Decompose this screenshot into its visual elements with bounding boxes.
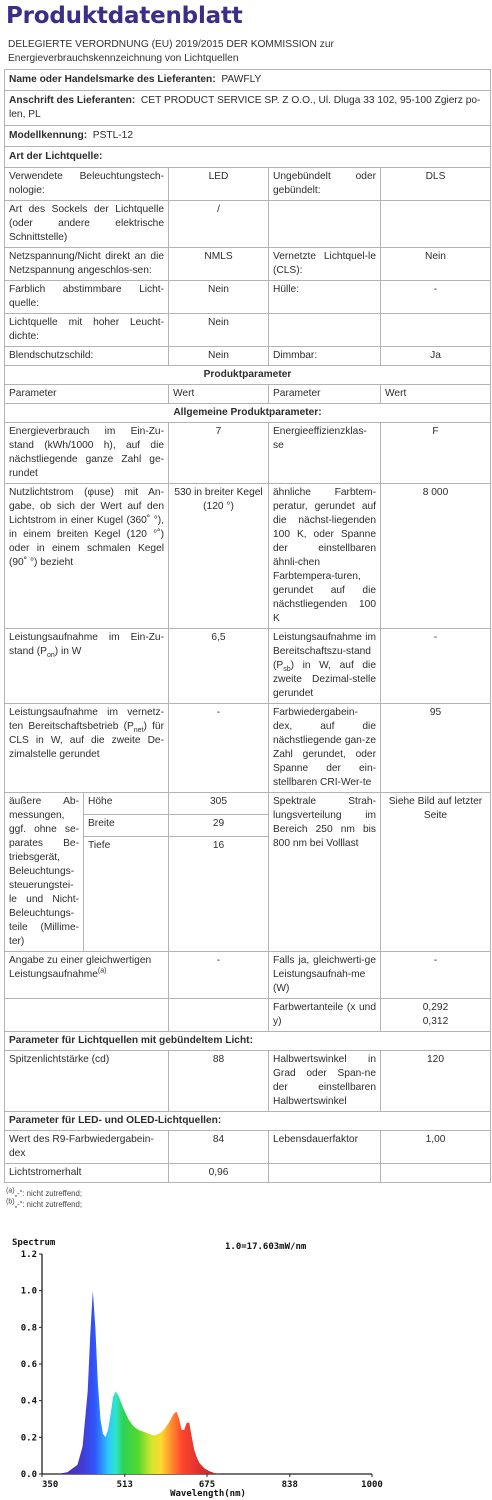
- param-label: Angabe zu einer gleichwertigen Leistungsaufnahme$^{(a)}$: [5, 952, 169, 999]
- param-label: Leistungsaufnahme im vernetz-ten Bereitschaftsbetrieb $(P_{net})$ für CLS in W, auf die zweite De-zimalstelle gerundet: [5, 704, 169, 793]
- supplier-address-row: [5, 91, 491, 126]
- param-value: 0,96: [169, 1164, 269, 1183]
- param-value: F: [381, 423, 491, 484]
- param-label: Leistungsaufnahme im Bereitschaftszu-stand $(P_{sb})$ in W, auf die zweite Dezimal-stelle gerundet: [269, 629, 381, 704]
- param-label: Hülle:: [269, 281, 381, 314]
- param-label: Lichtstromerhalt: [5, 1164, 169, 1183]
- param-label: Nutzlichtstrom (φuse) mit An-gabe, ob sich der Wert auf den Lichtstrom in einer Kugel (360˚ °), in einem breiten Kegel (120 °˚) oder in einem schmalen Kegel (90˚ °) bezieht: [5, 484, 169, 629]
- x-tick-label: 513: [116, 1480, 133, 1490]
- column-header-parameter: Parameter: [5, 385, 169, 404]
- param-value: LED: [169, 168, 269, 201]
- maintenance-row: [5, 1164, 491, 1183]
- param-value: 120: [381, 1051, 491, 1112]
- model-id-row: [5, 126, 491, 147]
- footnote-b: $^{(b)}$„-“: nicht zutreffend;: [6, 1198, 83, 1209]
- equivalent-row: [5, 952, 491, 999]
- param-label: Falls ja, gleichwerti-ge Leistungsaufnah-me (W): [269, 952, 381, 999]
- supplier-name-row: [5, 70, 491, 91]
- param-value: DLS: [381, 168, 491, 201]
- x-axis-label: Wavelength(nm): [170, 1489, 246, 1499]
- height-value: 305: [169, 793, 269, 815]
- y-tick-label: 0.2: [20, 1433, 37, 1444]
- light-source-row: [5, 248, 491, 281]
- param-value: -: [381, 281, 491, 314]
- param-value: [381, 201, 491, 248]
- param-value: 84: [169, 1131, 269, 1164]
- product-params-heading-row: [5, 366, 491, 385]
- param-label: [269, 201, 381, 248]
- light-source-type-heading: Art der Lichtquelle:: [5, 147, 491, 168]
- param-value: Nein: [381, 248, 491, 281]
- param-label: Energieverbrauch im Ein-Zu-stand (kWh/1000 h), auf die nächstliegende ganze Zahl ge-rundet: [5, 423, 169, 484]
- y-tick-label: 0.8: [20, 1323, 37, 1334]
- footnote-a: $^{(a)}$„-“: nicht zutreffend;: [6, 1187, 83, 1198]
- supplier-name-label: Name oder Handelsmarke des Lieferanten:: [9, 74, 216, 85]
- chromaticity-y-value: 0,312: [422, 1016, 449, 1027]
- chart-title: Spectrum: [12, 1238, 56, 1248]
- light-source-type-heading-row: [5, 147, 491, 168]
- y-tick-label: 0.0: [20, 1470, 37, 1480]
- param-label: Lebensdauerfaktor: [269, 1131, 381, 1164]
- param-value: [381, 999, 491, 1032]
- y-tick-label: 1.0: [20, 1286, 37, 1297]
- supplier-address-value: CET PRODUCT SERVICE SP. Z O.O., Ul. Dluga 33 102, 95-100 Zgierz po-len, PL: [9, 95, 481, 120]
- directional-params-heading: Parameter für Lichtquellen mit gebündeltem Licht:: [5, 1032, 491, 1051]
- x-tick-label: 838: [281, 1480, 298, 1490]
- product-datasheet-table: [4, 69, 491, 1183]
- param-label: Farbwertanteile (x und y): [269, 999, 381, 1032]
- param-label: Dimmbar:: [269, 347, 381, 366]
- depth-label: Tiefe: [84, 837, 169, 952]
- param-label: ähnliche Farbtem-peratur, gerundet auf die nächst-liegenden 100 K, oder Spanne der einstellbaren ähnli-chen Farbtempera-turen, gerundet auf die nächstliegenden 100 K: [269, 484, 381, 629]
- param-label: Blendschutzschild:: [5, 347, 169, 366]
- param-value: 8 000: [381, 484, 491, 629]
- light-source-row: [5, 201, 491, 248]
- param-label: Wert des R9-Farbwiedergabein-dex: [5, 1131, 169, 1164]
- param-label: Halbwertswinkel in Grad oder Span-ne der einstellbaren Halbwertswinkel: [269, 1051, 381, 1112]
- param-value: 1,00: [381, 1131, 491, 1164]
- power-net-row: [5, 704, 491, 793]
- light-source-row: [5, 281, 491, 314]
- led-params-heading: Parameter für LED- und OLED-Lichtquellen:: [5, 1112, 491, 1131]
- y-tick-label: 0.4: [20, 1396, 37, 1407]
- param-value: Ja: [381, 347, 491, 366]
- general-params-heading-row: [5, 404, 491, 423]
- param-label: Leistungsaufnahme im Ein-Zu-stand $(P_{on})$ in W: [5, 629, 169, 704]
- param-value: /: [169, 201, 269, 248]
- param-value: 95: [381, 704, 491, 793]
- y-tick-label: 1.2: [20, 1250, 37, 1260]
- y-tick-label: 0.6: [20, 1360, 37, 1370]
- width-value: 29: [169, 815, 269, 837]
- param-value: Nein: [169, 347, 269, 366]
- peak-intensity-row: [5, 1051, 491, 1112]
- param-value: -: [169, 704, 269, 793]
- param-value: -: [381, 629, 491, 704]
- param-value: Siehe Bild auf letzter Seite: [381, 793, 491, 952]
- page-title: Produktdatenblatt: [6, 3, 243, 29]
- supplier-address-label: Anschrift des Lieferanten:: [9, 95, 136, 106]
- column-header-parameter: Parameter: [269, 385, 381, 404]
- param-label: Farblich abstimmbare Licht-quelle:: [5, 281, 169, 314]
- footnotes: [6, 1188, 486, 1210]
- param-label: Lichtquelle mit hoher Leucht-dichte:: [5, 314, 169, 347]
- param-label: Energieeffizienzklas-se: [269, 423, 381, 484]
- param-value: -: [169, 952, 269, 999]
- dimensions-row: [5, 793, 491, 815]
- depth-value: 16: [169, 837, 269, 952]
- flux-row: [5, 484, 491, 629]
- param-value: 7: [169, 423, 269, 484]
- dimensions-label: äußere Ab-messungen, ggf. ohne se-parates Be-triebsgerät, Beleuchtungs-steuerungstei-le und Nicht-Beleuchtungs-teile (Millime-ter): [5, 793, 84, 952]
- param-label: Verwendete Beleuchtungstech-nologie:: [5, 168, 169, 201]
- param-label: [269, 314, 381, 347]
- model-id-value: PSTL-12: [92, 130, 133, 141]
- param-label: Vernetzte Lichtquel-le (CLS):: [269, 248, 381, 281]
- directional-heading-row: [5, 1032, 491, 1051]
- param-value: 6,5: [169, 629, 269, 704]
- column-header-row: [5, 385, 491, 404]
- param-label: Spektrale Strah-lungsverteilung im Bereich 250 nm bis 800 nm bei Volllast: [269, 793, 381, 952]
- general-params-heading: Allgemeine Produktparameter:: [5, 404, 491, 423]
- chromaticity-row: [5, 999, 491, 1032]
- column-header-value: Wert: [169, 385, 269, 404]
- param-label: Netzspannung/Nicht direkt an die Netzspannung angeschlos-sen:: [5, 248, 169, 281]
- light-source-row: [5, 314, 491, 347]
- x-tick-label: 675: [198, 1480, 216, 1490]
- param-value: -: [381, 952, 491, 999]
- param-value: 530 in breiter Kegel (120 °): [169, 484, 269, 629]
- param-value: [381, 314, 491, 347]
- height-label: Höhe: [84, 793, 169, 815]
- light-source-row: [5, 347, 491, 366]
- product-params-heading: Produktparameter: [5, 366, 491, 385]
- param-label: Spitzenlichtstärke (cd): [5, 1051, 169, 1112]
- param-label: Art des Sockels der Lichtquelle (oder andere elektrische Schnittstelle): [5, 201, 169, 248]
- param-value: Nein: [169, 281, 269, 314]
- spectrum-sheen: [57, 1291, 220, 1474]
- chart-annotation: 1.0=17.603mW/nm: [225, 1242, 307, 1252]
- param-value: Nein: [169, 314, 269, 347]
- x-tick-label: 350: [42, 1480, 59, 1490]
- r9-row: [5, 1131, 491, 1164]
- param-value: 88: [169, 1051, 269, 1112]
- spectrum-chart: [0, 1232, 492, 1500]
- width-label: Breite: [84, 815, 169, 837]
- supplier-name-value: PAWFLY: [221, 74, 262, 85]
- light-source-row: [5, 168, 491, 201]
- model-id-label: Modellkennung:: [9, 130, 88, 141]
- x-tick-label: 1000: [361, 1480, 383, 1490]
- energy-row: [5, 423, 491, 484]
- param-label: Ungebündelt oder gebündelt:: [269, 168, 381, 201]
- led-heading-row: [5, 1112, 491, 1131]
- chromaticity-x-value: 0,292: [422, 1002, 449, 1013]
- regulation-intro: DELEGIERTE VERORDNUNG (EU) 2019/2015 DER KOMMISSION zur Energieverbrauchskennzeichnung von Lichtquellen: [8, 39, 334, 64]
- power-on-row: [5, 629, 491, 704]
- param-label: Farbwiedergabein-dex, auf die nächstliegende gan-ze Zahl gerundet, oder Spanne der ein-stellbaren CRI-Wer-te: [269, 704, 381, 793]
- column-header-value: Wert: [381, 385, 491, 404]
- param-value: NMLS: [169, 248, 269, 281]
